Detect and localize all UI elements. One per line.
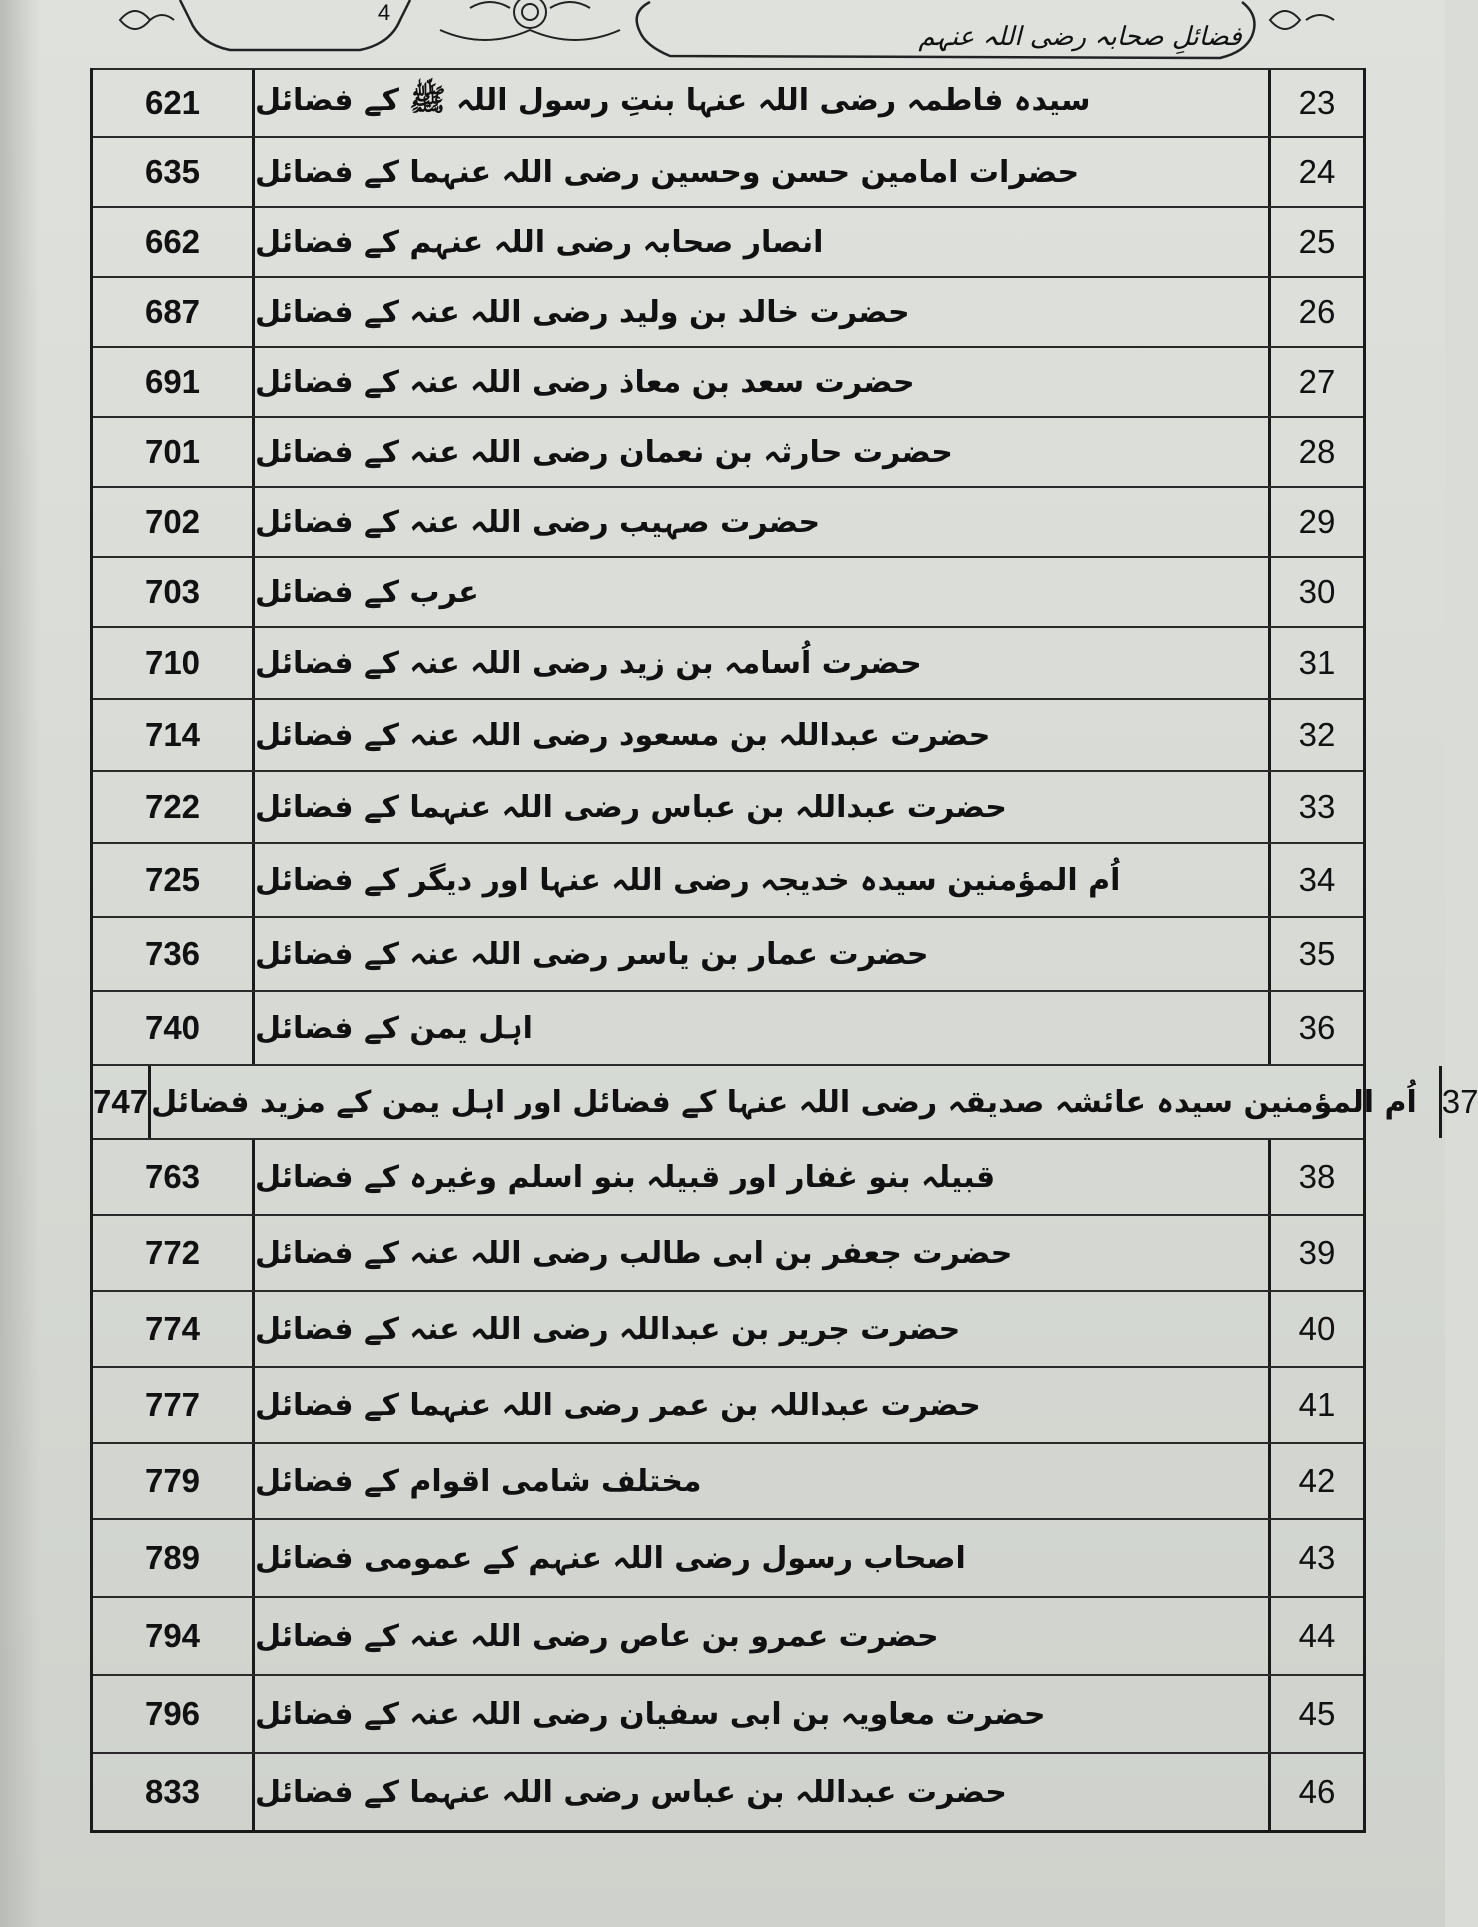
chapter-number-cell: 26 <box>1268 278 1363 346</box>
page-number-cell: 796 <box>93 1676 255 1752</box>
page-number-cell: 772 <box>93 1216 255 1290</box>
page-number-cell: 722 <box>93 772 255 842</box>
chapter-title-cell: حضرت معاویہ بن ابی سفیان رضی اللہ عنہ کے فضائل <box>255 1696 1046 1732</box>
chapter-number-cell: 45 <box>1268 1676 1363 1752</box>
table-row <box>93 1290 1363 1366</box>
page-number-cell: 691 <box>93 348 255 416</box>
chapter-number-cell: 37 <box>1439 1066 1478 1138</box>
chapter-title-cell: اہل یمن کے فضائل <box>255 1010 533 1046</box>
page-number-cell: 703 <box>93 558 255 626</box>
chapter-number-cell: 36 <box>1268 992 1363 1064</box>
chapter-title-cell: حضرات امامین حسن وحسین رضی اللہ عنہما کے فضائل <box>255 154 1080 190</box>
page-number-cell: 777 <box>93 1368 255 1442</box>
page-number: 4 <box>377 0 391 25</box>
page-number-cell: 725 <box>93 844 255 916</box>
chapter-number-cell: 35 <box>1268 918 1363 990</box>
chapter-number-cell: 31 <box>1268 628 1363 698</box>
chapter-number-cell: 27 <box>1268 348 1363 416</box>
chapter-number-cell: 42 <box>1268 1444 1363 1518</box>
table-row <box>93 1596 1363 1674</box>
page-number-cell: 747 <box>93 1066 151 1138</box>
chapter-title-cell: اصحاب رسول رضی اللہ عنہم کے عمومی فضائل <box>255 1540 966 1576</box>
table-row <box>93 206 1363 276</box>
chapter-title-cell: قبیلہ بنو غفار اور قبیلہ بنو اسلم وغیرہ کے فضائل <box>255 1159 996 1195</box>
chapter-title-cell: حضرت عبداللہ بن عباس رضی اللہ عنہما کے فضائل <box>255 1774 1007 1810</box>
chapter-title-cell: اُم المؤمنین سیدہ خدیجہ رضی اللہ عنہا اور دیگر کے فضائل <box>255 862 1121 898</box>
page-number-cell: 794 <box>93 1598 255 1674</box>
chapter-title-cell: حضرت عمرو بن عاص رضی اللہ عنہ کے فضائل <box>255 1618 939 1654</box>
chapter-title-cell: حضرت اُسامہ بن زید رضی اللہ عنہ کے فضائل <box>255 645 922 681</box>
chapter-number-cell: 39 <box>1268 1216 1363 1290</box>
table-row <box>93 556 1363 626</box>
chapter-number-cell: 43 <box>1268 1520 1363 1596</box>
chapter-title-cell: حضرت عبداللہ بن مسعود رضی اللہ عنہ کے فضائل <box>255 717 991 753</box>
ornamental-header <box>110 0 1370 70</box>
table-row <box>93 486 1363 556</box>
table-row <box>93 276 1363 346</box>
chapter-title-cell: اُم المؤمنین سیدہ عائشہ صدیقہ رضی اللہ عنہا کے فضائل اور اہل یمن کے مزید فضائل <box>151 1084 1417 1120</box>
chapter-number-cell: 40 <box>1268 1292 1363 1366</box>
table-row <box>93 1064 1478 1138</box>
chapter-title-cell: مختلف شامی اقوام کے فضائل <box>255 1463 702 1499</box>
chapter-number-cell: 41 <box>1268 1368 1363 1442</box>
chapter-title-cell: حضرت خالد بن ولید رضی اللہ عنہ کے فضائل <box>255 294 910 330</box>
chapter-number-cell: 23 <box>1268 70 1363 136</box>
page-number-cell: 833 <box>93 1754 255 1830</box>
table-row <box>93 1674 1363 1752</box>
chapter-title-cell: عرب کے فضائل <box>255 574 479 610</box>
table-row <box>93 698 1363 770</box>
page-number-cell: 635 <box>93 138 255 206</box>
page-number-cell: 740 <box>93 992 255 1064</box>
table-row <box>93 136 1363 206</box>
chapter-number-cell: 33 <box>1268 772 1363 842</box>
table-row <box>93 1138 1363 1214</box>
table-row <box>93 1366 1363 1442</box>
page-number-cell: 687 <box>93 278 255 346</box>
page-number-cell: 763 <box>93 1140 255 1214</box>
table-row <box>93 416 1363 486</box>
page-number-cell: 662 <box>93 208 255 276</box>
table-row <box>93 626 1363 698</box>
table-of-contents <box>90 68 1478 1833</box>
table-row <box>93 916 1363 990</box>
chapter-title-cell: حضرت سعد بن معاذ رضی اللہ عنہ کے فضائل <box>255 364 915 400</box>
table-row <box>93 1752 1363 1830</box>
chapter-title-cell: حضرت جریر بن عبداللہ رضی اللہ عنہ کے فضائل <box>255 1311 961 1347</box>
page-number-cell: 789 <box>93 1520 255 1596</box>
chapter-number-cell: 30 <box>1268 558 1363 626</box>
page-number-cell: 621 <box>93 70 255 136</box>
table-row <box>93 68 1363 136</box>
chapter-number-cell: 44 <box>1268 1598 1363 1674</box>
chapter-number-cell: 38 <box>1268 1140 1363 1214</box>
book-title: فضائلِ صحابہ رضی اللہ عنہم <box>918 22 1242 52</box>
chapter-number-cell: 28 <box>1268 418 1363 486</box>
page-number-cell: 701 <box>93 418 255 486</box>
chapter-title-cell: حضرت صہیب رضی اللہ عنہ کے فضائل <box>255 504 821 540</box>
chapter-number-cell: 46 <box>1268 1754 1363 1830</box>
table-row <box>93 346 1363 416</box>
chapter-title-cell: حضرت عبداللہ بن عباس رضی اللہ عنہما کے فضائل <box>255 789 1007 825</box>
chapter-number-cell: 32 <box>1268 700 1363 770</box>
page-number-cell: 710 <box>93 628 255 698</box>
chapter-number-cell: 29 <box>1268 488 1363 556</box>
chapter-number-cell: 25 <box>1268 208 1363 276</box>
chapter-title-cell: انصار صحابہ رضی اللہ عنہم کے فضائل <box>255 224 824 260</box>
page-number-cell: 714 <box>93 700 255 770</box>
page-number-cell: 702 <box>93 488 255 556</box>
chapter-title-cell: سیدہ فاطمہ رضی اللہ عنہا بنتِ رسول اللہ ﷺ کے فضائل <box>255 82 1091 118</box>
chapter-title-cell: حضرت عبداللہ بن عمر رضی اللہ عنہما کے فضائل <box>255 1387 981 1423</box>
chapter-title-cell: حضرت حارثہ بن نعمان رضی اللہ عنہ کے فضائل <box>255 434 953 470</box>
chapter-title-cell: حضرت جعفر بن ابی طالب رضی اللہ عنہ کے فضائل <box>255 1235 1013 1271</box>
table-row <box>93 842 1363 916</box>
chapter-number-cell: 24 <box>1268 138 1363 206</box>
table-row <box>93 990 1363 1064</box>
table-row <box>93 1214 1363 1290</box>
table-row <box>93 770 1363 842</box>
page-number-cell: 736 <box>93 918 255 990</box>
chapter-number-cell: 34 <box>1268 844 1363 916</box>
table-row <box>93 1442 1363 1518</box>
chapter-title-cell: حضرت عمار بن یاسر رضی اللہ عنہ کے فضائل <box>255 936 929 972</box>
page-number-cell: 774 <box>93 1292 255 1366</box>
page-spine-shadow <box>0 0 40 1927</box>
table-row <box>93 1518 1363 1596</box>
page-number-cell: 779 <box>93 1444 255 1518</box>
